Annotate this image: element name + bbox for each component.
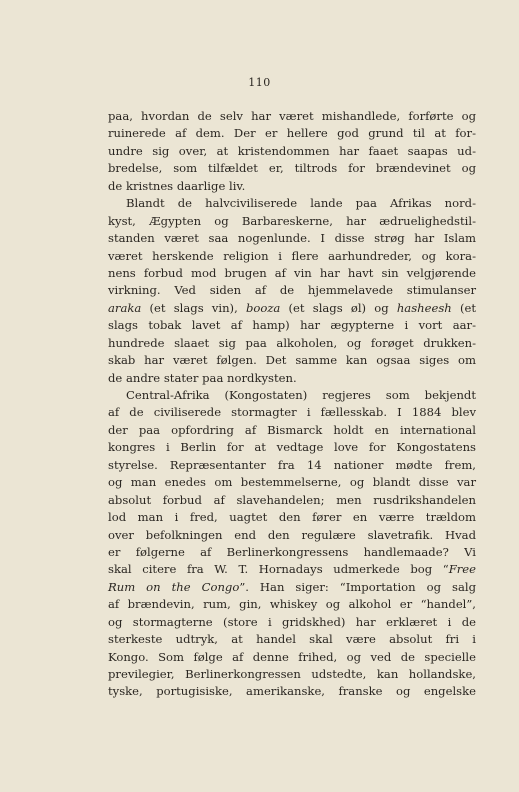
text-line: paa, hvordan de selv har været mishandlede, forførte og [108, 109, 476, 123]
text-line: ruinerede af dem. Der er hellere god grund til at for- [108, 126, 476, 141]
text-line: og stormagterne (store i gridskhed) har erklæret i de [108, 614, 476, 629]
text-line: de kristnes daarlige liv. [108, 178, 246, 193]
text-line: af de civiliserede stormagter i fællesskab. I 1884 blev [108, 405, 476, 420]
text-line: af brændevin, rum, gin, whiskey og alkohol er “handel”, [108, 597, 476, 612]
text-line: over befolkningen end den regulære slavetrafik. Hvad [108, 527, 476, 542]
text-line: styrelse. Repræsentanter fra 14 nationer mødte frem, [108, 457, 476, 472]
text-segment: skal citere fra W. T. Hornadays udmerkede bog “ [108, 562, 449, 577]
text-line: der paa opfordring af Bismarck holdt en international [108, 422, 476, 437]
text-line: er følgerne af Berlinerkongressens handlemaade? Vi [108, 544, 476, 559]
text-line: Kongo. Som følge af denne frihed, og ved de specielle [108, 649, 476, 664]
text-line: hundrede slaaet sig paa alkoholen, og forøget drukken- [108, 335, 476, 350]
text-line: sterkeste udtryk, at handel skal være absolut fri i [108, 632, 476, 647]
italic-text: Free [448, 562, 476, 577]
text-line: bredelse, som tilfældet er, tiltrods for brændevinet og [108, 161, 476, 176]
text-segment: (et slags vin), [141, 300, 246, 315]
text-line [108, 579, 476, 596]
text-line: de andre stater paa nordkysten. [108, 370, 297, 385]
text-line: Blandt de halvciviliserede lande paa Afrikas nord- [126, 196, 476, 211]
italic-text: Rum on the Congo [108, 579, 240, 594]
text-line: virkning. Ved siden af de hjemmelavede stimulanser [108, 283, 476, 298]
text-line [108, 561, 476, 578]
text-segment: ”. Han siger: “Importation og salg [239, 579, 477, 594]
text-line: slags tobak lavet af hamp) har ægypterne i vort aar- [108, 318, 476, 333]
italic-text: araka [108, 300, 142, 315]
text-line: og man enedes om bestemmelserne, og blandt disse var [108, 475, 476, 490]
italic-text: hasheesh [396, 300, 452, 315]
page-number: 110 [248, 76, 271, 89]
text-line: standen været saa nogenlunde. I disse strøg har Islam [108, 231, 476, 246]
text-line: absolut forbud af slavehandelen; men rusdrikshandelen [108, 492, 476, 507]
italic-text: booza [245, 300, 281, 315]
text-line: været herskende religion i flere aarhundreder, og kora- [108, 248, 476, 263]
text-line: skab har været følgen. Det samme kan ogsaa siges om [108, 353, 476, 368]
text-line: previlegier, Berlinerkongressen udstedte, kan hollandske, [108, 667, 476, 681]
text-line: kyst, Ægypten og Barbareskerne, har ædruelighedstil- [108, 213, 476, 228]
text-line: tyske, portugisiske, amerikanske, franske og engelske [108, 684, 476, 699]
text-segment: (et slags øl) og [280, 300, 397, 315]
body-text [108, 108, 476, 701]
text-line: undre sig over, at kristendommen har faaet saapas ud- [108, 143, 476, 158]
text-line: nens forbud mod brugen af vin har havt sin velgjørende [108, 265, 476, 280]
text-line: kongres i Berlin for at vedtage love for Kongostatens [108, 440, 476, 455]
text-segment: (et [451, 300, 476, 315]
text-line: Central-Afrika (Kongostaten) regjeres som bekjendt [126, 388, 476, 402]
text-line: lod man i fred, uagtet den fører en værre trældom [108, 510, 476, 525]
text-line [108, 300, 476, 317]
